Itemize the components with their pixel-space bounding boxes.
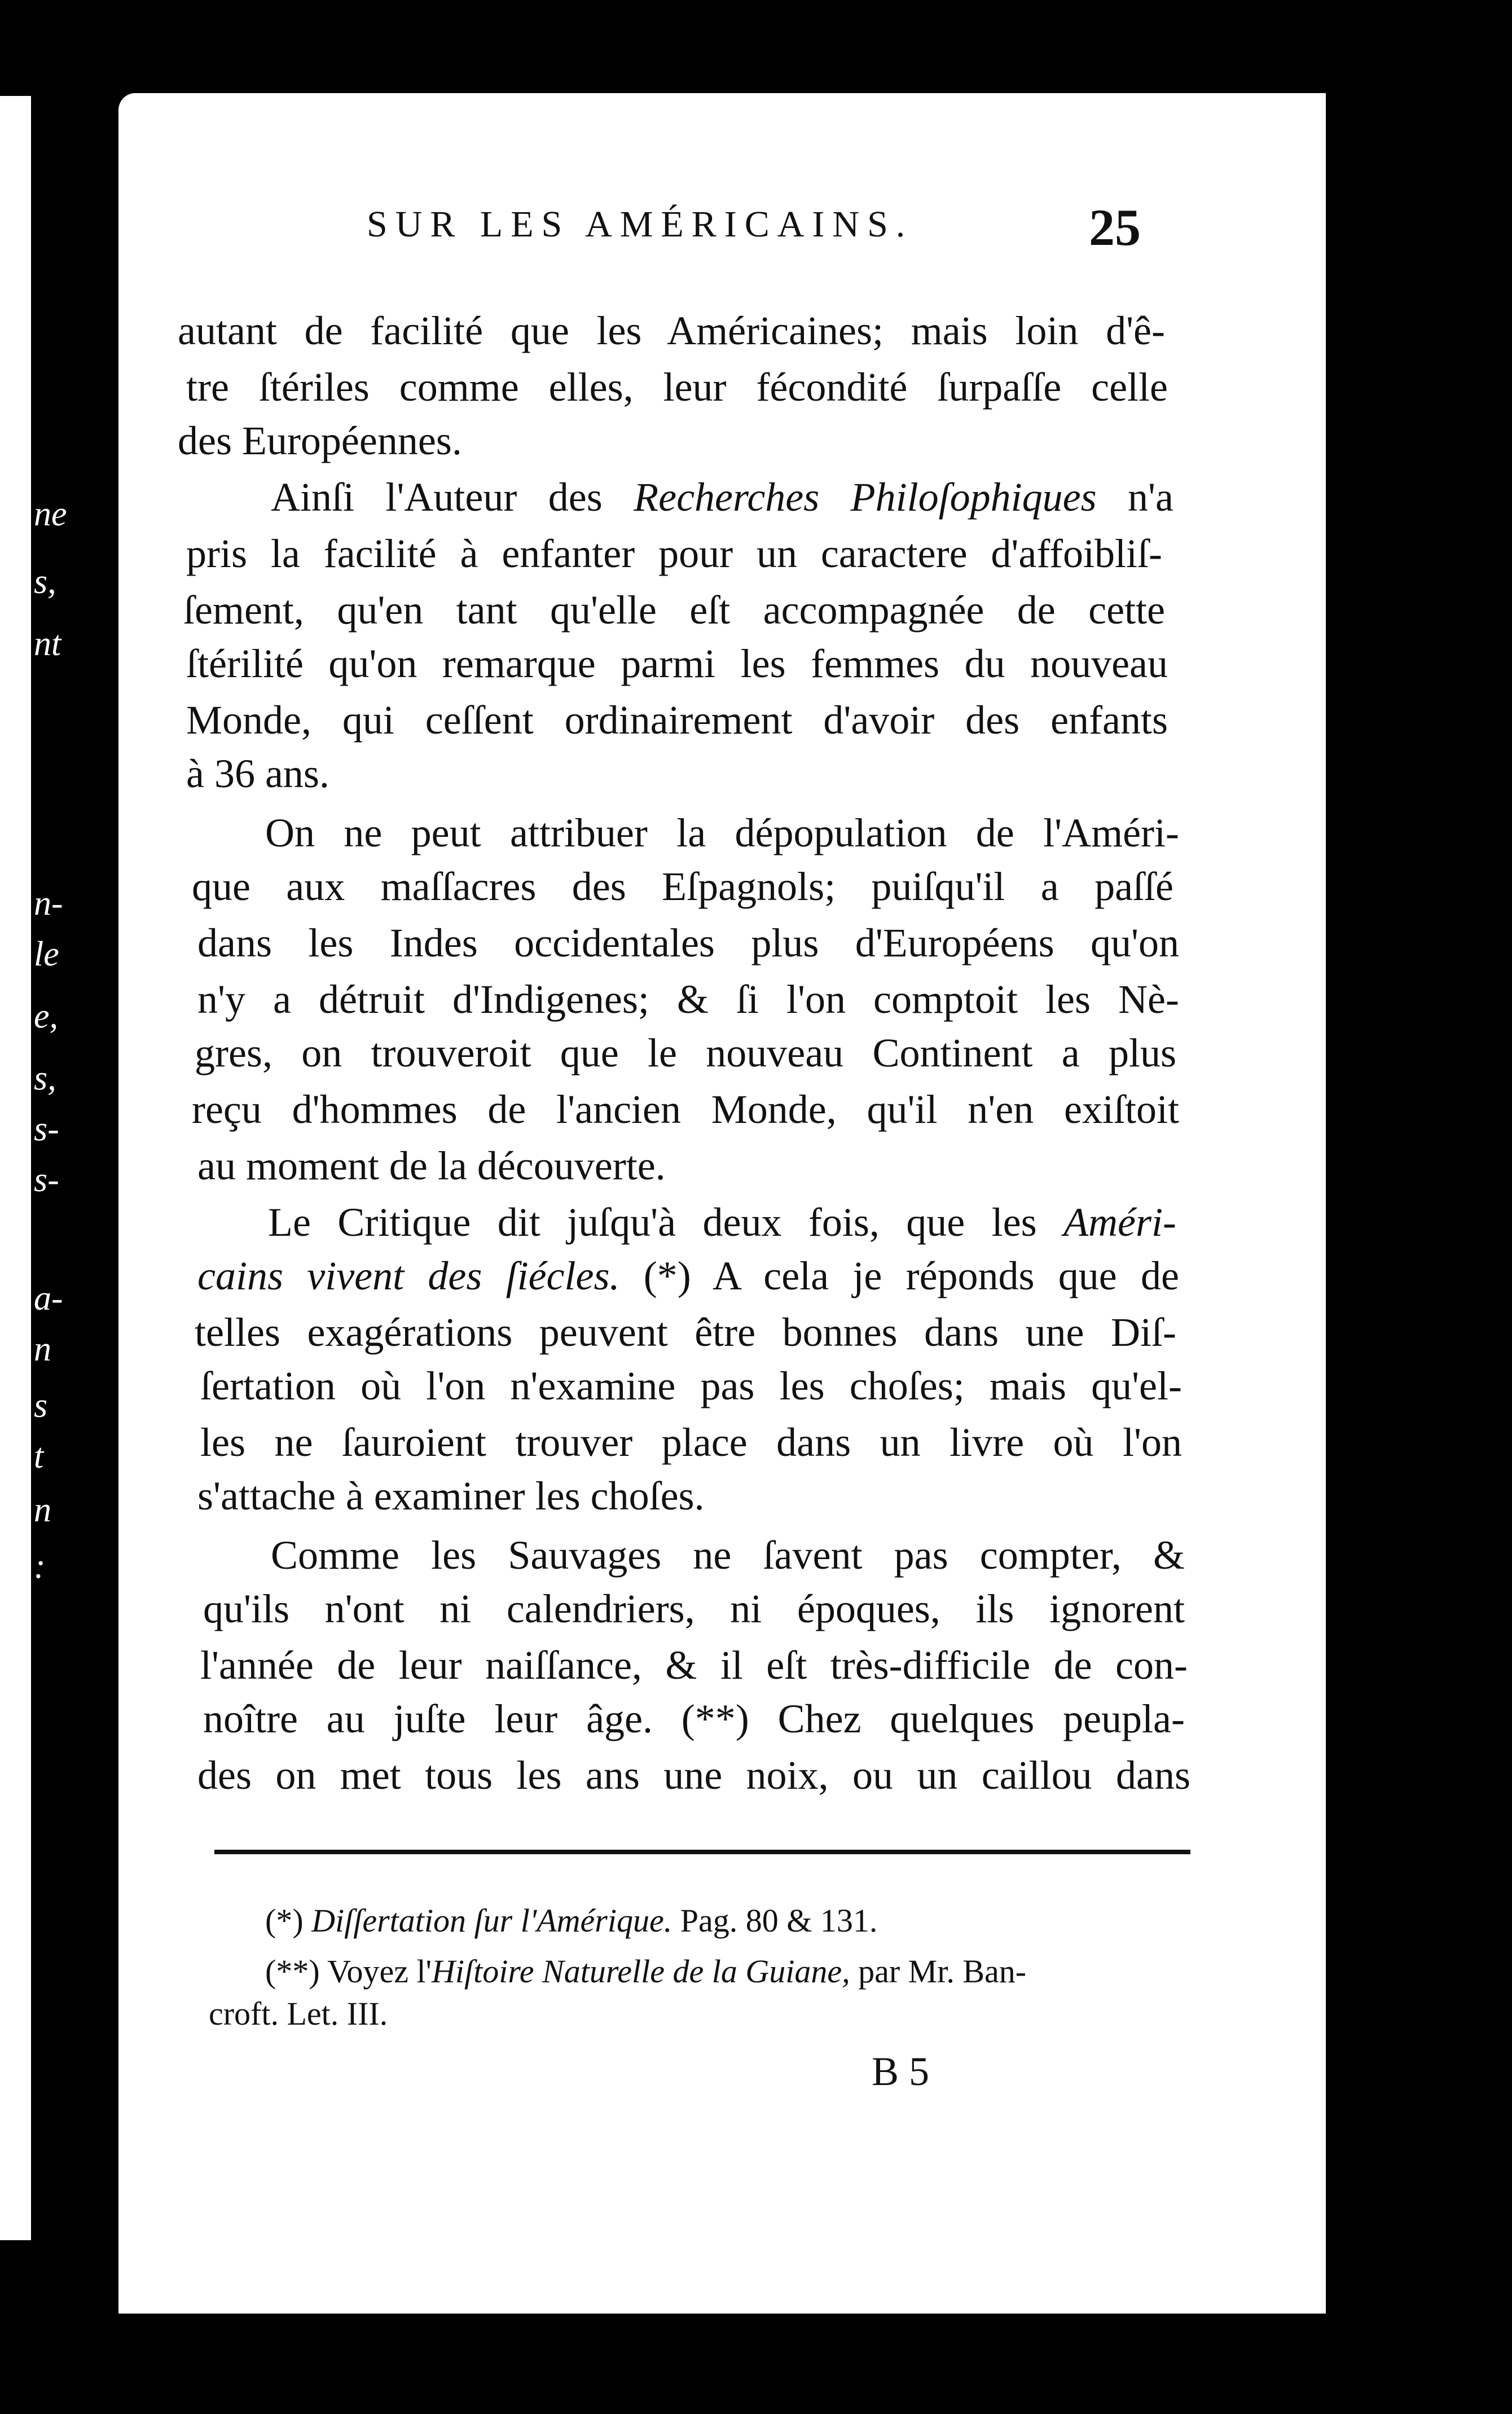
- line-text: au moment de la découverte.: [197, 1143, 666, 1188]
- facing-page-fragment: n: [34, 1330, 51, 1368]
- line-text: gres, on trouveroit que le nouveau Continent a plus: [195, 1030, 1176, 1076]
- facing-page-fragment: s-: [34, 1110, 59, 1148]
- text-line: [197, 1253, 1179, 1298]
- text-line: [183, 587, 1165, 633]
- footnote-text: (*): [265, 1902, 312, 1939]
- text-line: [203, 1588, 1185, 1629]
- text-line: [197, 979, 1179, 1020]
- italic-text: Hiſtoire Naturelle de la Guiane,: [432, 1953, 850, 1990]
- line-text: Comme les Sauvages ne ſavent pas compter, &: [271, 1533, 1185, 1578]
- footnote-text: (**) Voyez l': [265, 1953, 432, 1990]
- line-text: pris la facilité à enfanter pour un caractere d'affoibliſ-: [186, 531, 1162, 576]
- facing-page-fragment: n-: [34, 884, 63, 923]
- line-text: reçu d'hommes de l'ancien Monde, qu'il n'en exiſtoit: [192, 1087, 1179, 1132]
- line-text: ſertation où l'on n'examine pas les choſes; mais qu'el-: [200, 1363, 1182, 1408]
- text-line: [271, 475, 1173, 520]
- text-line: [186, 697, 1168, 743]
- footnote-text: Pag. 80 & 131.: [672, 1902, 878, 1939]
- text-line: [178, 420, 462, 461]
- line-text: Monde, qui ceſſent ordinairement d'avoir des enfants: [186, 697, 1168, 743]
- signature-mark: B 5: [872, 2049, 930, 2094]
- text-line: [203, 1698, 1185, 1739]
- text-line: [178, 310, 1165, 351]
- text-line: [197, 1473, 705, 1518]
- text-line: [195, 1030, 1176, 1076]
- text-line: [265, 810, 1179, 855]
- facing-page-fragment: s: [34, 1386, 48, 1425]
- facing-page-fragment: ne: [34, 495, 67, 533]
- facing-page-fragment: le: [34, 935, 59, 973]
- line-text: l'année de leur naiſſance, & il eſt très-difficile de con-: [200, 1643, 1188, 1688]
- text-line: [186, 643, 1168, 684]
- text-line: [197, 1145, 666, 1186]
- facing-page-fragment: :: [34, 1547, 46, 1586]
- facing-page-fragment: a-: [34, 1279, 63, 1318]
- facing-page-fragment: n: [34, 1491, 51, 1529]
- line-text: les ne ſauroient trouver place dans un livre où l'on: [200, 1420, 1182, 1465]
- footnote-line: [209, 1995, 388, 2032]
- line-text: des Européennes.: [178, 418, 462, 463]
- line-text: noître au juſte leur âge. (**) Chez quelques peupla-: [203, 1696, 1185, 1741]
- line-text: ſtérilité qu'on remarque parmi les femmes du nouveau: [186, 641, 1168, 686]
- facing-page-fragment: s-: [34, 1161, 59, 1199]
- line-text: n'a: [1096, 475, 1173, 520]
- text-line: [197, 1755, 1190, 1796]
- line-text: telles exagérations peuvent être bonnes dans une Diſ-: [195, 1310, 1176, 1355]
- line-text: à 36 ans.: [186, 751, 329, 796]
- page-number: 25: [1089, 199, 1141, 256]
- line-text: que aux maſſacres des Eſpagnols; puiſqu'il a paſſé: [192, 864, 1173, 909]
- line-text: n'y a détruit d'Indigenes; & ſi l'on comptoit les Nè-: [197, 977, 1179, 1022]
- line-text: autant de facilité que les Américaines; mais loin d'ê-: [178, 308, 1165, 353]
- facing-page-margin: [0, 96, 31, 2240]
- line-text: tre ſtériles comme elles, leur fécondité ſurpaſſe celle: [186, 365, 1168, 410]
- line-text: Ainſi l'Auteur des: [271, 475, 634, 520]
- line-text: des on met tous les ans une noix, ou un caillou dans: [197, 1753, 1190, 1798]
- italic-text: Améri-: [1063, 1200, 1176, 1245]
- line-text: s'attache à examiner les choſes.: [197, 1473, 705, 1518]
- footnote-line: [265, 1955, 1026, 1988]
- facing-page-edge: [0, 0, 85, 2414]
- text-line: [186, 365, 1168, 410]
- footnote-rule: [214, 1850, 1190, 1854]
- italic-text: cains vivent des ſiécles.: [197, 1253, 620, 1298]
- facing-page-fragment: nt: [34, 625, 61, 663]
- footnote-text: par Mr. Ban-: [850, 1953, 1027, 1990]
- italic-text: Recherches Philoſophiques: [634, 475, 1097, 520]
- line-text: dans les Indes occidentales plus d'Européens qu'on: [197, 920, 1179, 965]
- facing-page-fragment: t: [34, 1437, 44, 1476]
- text-line: [200, 1363, 1182, 1408]
- facing-page-fragment: s,: [34, 563, 56, 601]
- text-line: [197, 920, 1179, 965]
- text-line: [195, 1312, 1176, 1353]
- text-line: [200, 1645, 1188, 1686]
- facing-page-fragment: e,: [34, 997, 59, 1035]
- footnote-line: [265, 1904, 877, 1937]
- line-text: Le Critique dit juſqu'à deux fois, que les: [268, 1200, 1064, 1245]
- facing-page-fragment: s,: [34, 1059, 56, 1098]
- line-text: qu'ils n'ont ni calendriers, ni époques, ils ignorent: [203, 1586, 1185, 1631]
- line-text: ſement, qu'en tant qu'elle eſt accompagnée de cette: [183, 587, 1165, 633]
- text-line: [186, 533, 1162, 574]
- text-line: [186, 753, 329, 794]
- italic-text: Diſſertation ſur l'Amérique.: [311, 1902, 673, 1939]
- line-text: (*) A cela je réponds que de: [619, 1253, 1179, 1298]
- running-head: SUR LES AMÉRICAINS.: [367, 204, 913, 245]
- text-line: [200, 1422, 1182, 1463]
- text-line: [192, 1089, 1179, 1130]
- text-line: [192, 866, 1173, 907]
- text-line: [268, 1202, 1176, 1243]
- footnote-text: croft. Let. III.: [209, 1995, 388, 2032]
- text-line: [271, 1533, 1185, 1578]
- line-text: On ne peut attribuer la dépopulation de l'Améri-: [265, 810, 1179, 855]
